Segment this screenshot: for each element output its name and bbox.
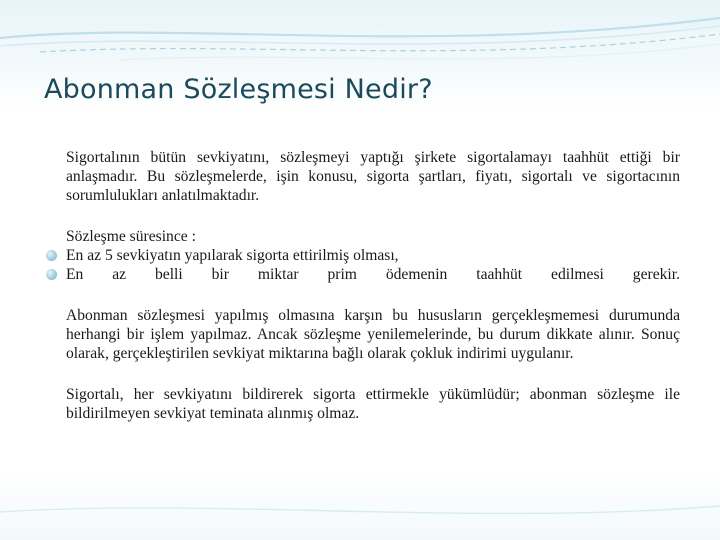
list-item [66,265,680,284]
condition-list [44,246,680,284]
paragraph-definition: Sigortalının bütün sevkiyatını, sözleşmeyi yaptığı şirkete sigortalamayı taahhüt ettiği bir anlaşmadır. Bu sözleşmelerde, işin konusu, sigorta şartları, fiyatı, sigortalı ve sigortacının sorumlulukları anlatılmaktadır. [66,149,680,204]
paragraph-obligation: Sigortalı, her sevkiyatını bildirerek sigorta ettirmekle yükümlüdür; abonman sözleşme ile bildirilmeyen sevkiyat teminata alınmış olmaz. [66,386,680,422]
slide-body [44,148,680,423]
paragraph-contract-period: Sözleşme süresince : [66,228,196,245]
list-item-text: En az 5 sevkiyatın yapılarak sigorta ettirilmiş olması, [66,247,399,264]
list-item-text: En az belli bir miktar prim ödemenin taahhüt edilmesi gerekir. [66,266,680,283]
paragraph-non-fulfillment: Abonman sözleşmesi yapılmış olmasına karşın bu hususların gerçekleşmemesi durumunda herhangi bir işlem yapılmaz. Ancak sözleşme yenilemelerinde, bu durum dikkate alınır. Sonuç olarak, gerçekleştirilen sevkiyat miktarına bağlı olarak çokluk indirimi uygulanır. [66,307,680,362]
bullet-dot-icon [46,269,57,280]
bullet-dot-icon [46,250,57,261]
slide-title: Abonman Sözleşmesi Nedir? [44,74,433,105]
list-item [66,246,680,265]
